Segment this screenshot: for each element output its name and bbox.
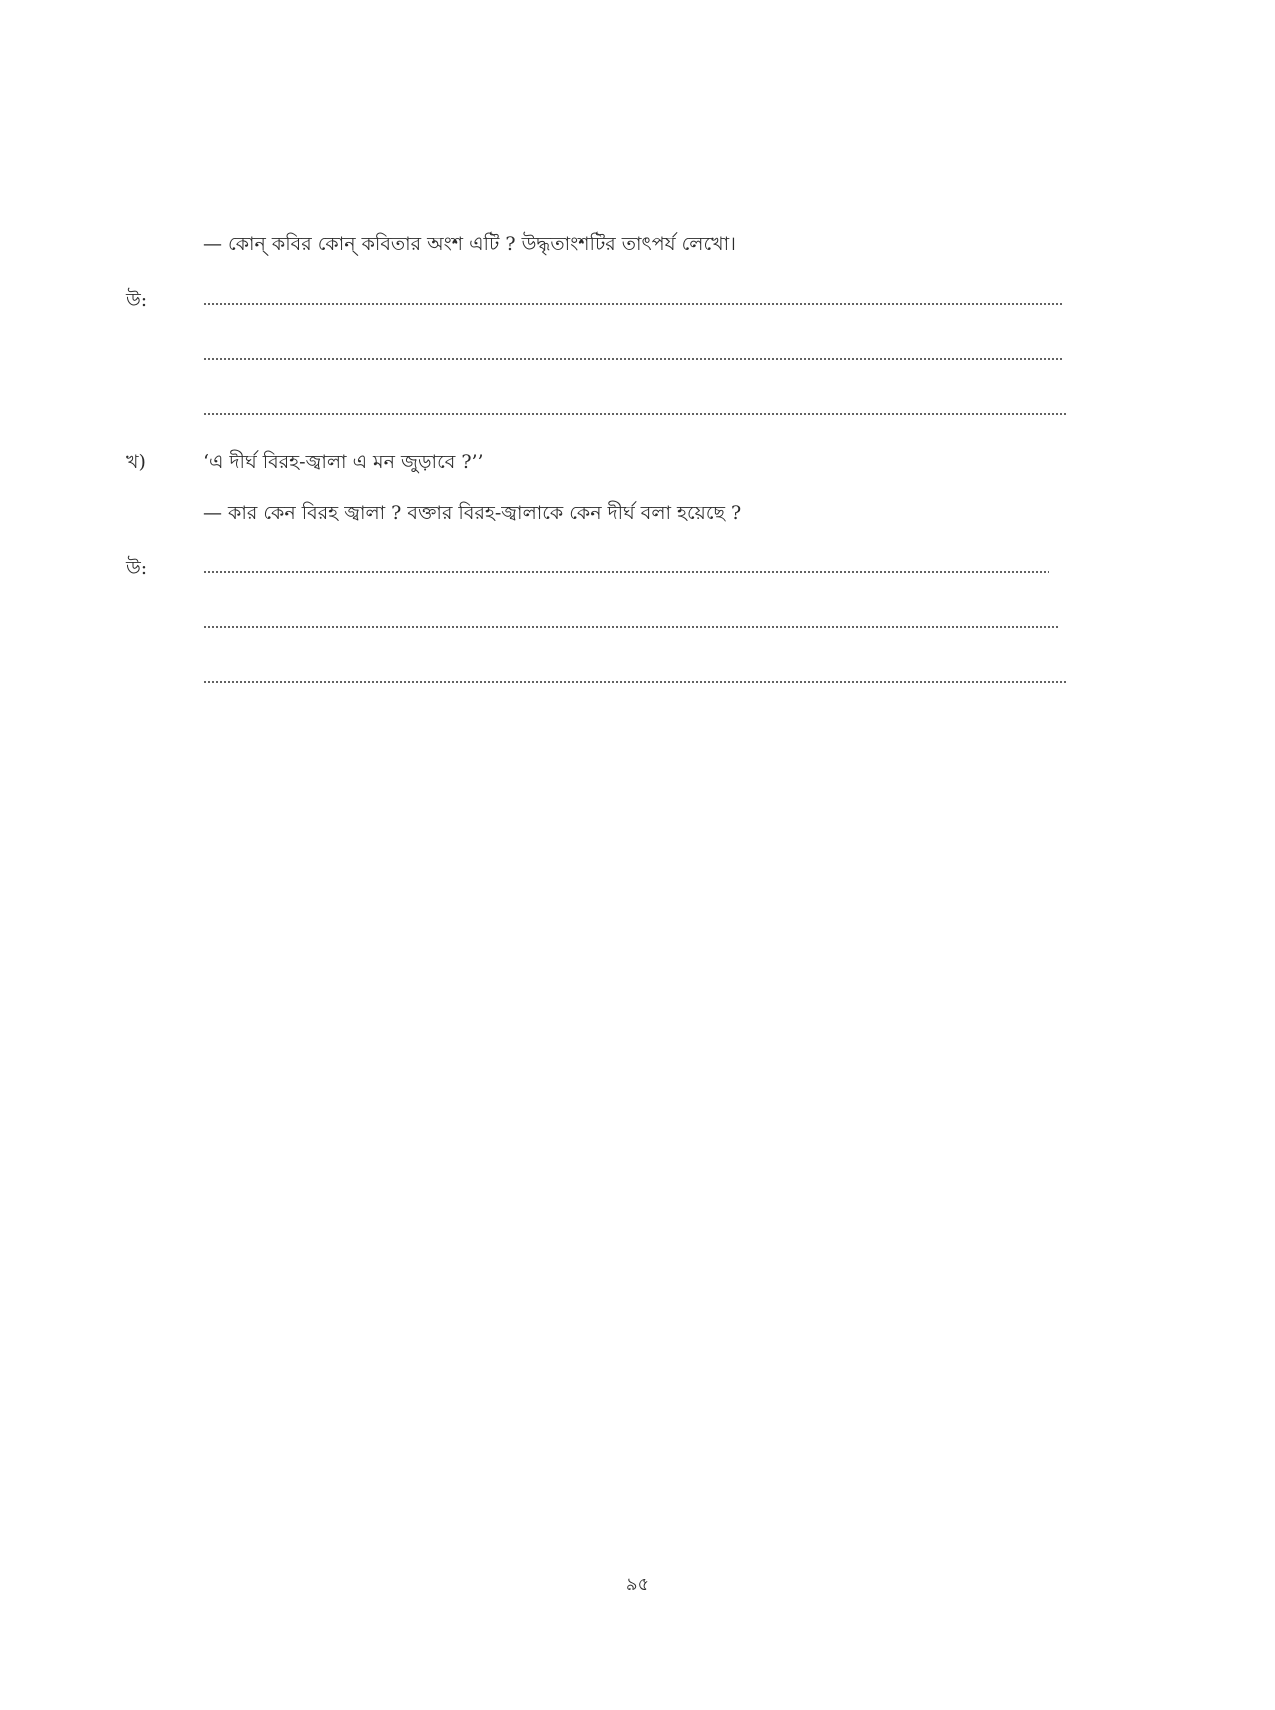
question-2-prompt: — কার কেন বিরহ জ্বালা ? বক্তার বিরহ-জ্বালাকে কেন দীর্ঘ বলা হয়েছে ? xyxy=(203,502,742,524)
page-number: ৯৫ xyxy=(625,1574,650,1595)
answer-2-label: উ: xyxy=(126,557,148,579)
answer-1-label: উ: xyxy=(126,289,148,311)
answer-1-line-3[interactable] xyxy=(203,413,1067,415)
answer-2-line-1[interactable] xyxy=(203,571,1049,573)
question-1-prompt: — কোন্ কবির কোন্ কবিতার অংশ এটি ? উদ্ধৃতাংশটির তাৎপর্য লেখো। xyxy=(203,233,736,255)
answer-1-line-2[interactable] xyxy=(203,358,1063,360)
answer-2-line-2[interactable] xyxy=(203,626,1059,628)
question-2-quote: ‘এ দীর্ঘ বিরহ-জ্বালা এ মন জুড়াবে ?’’ xyxy=(203,451,484,473)
answer-2-line-3[interactable] xyxy=(203,681,1067,683)
question-2-number: খ) xyxy=(126,451,146,473)
answer-1-line-1[interactable] xyxy=(203,303,1063,305)
